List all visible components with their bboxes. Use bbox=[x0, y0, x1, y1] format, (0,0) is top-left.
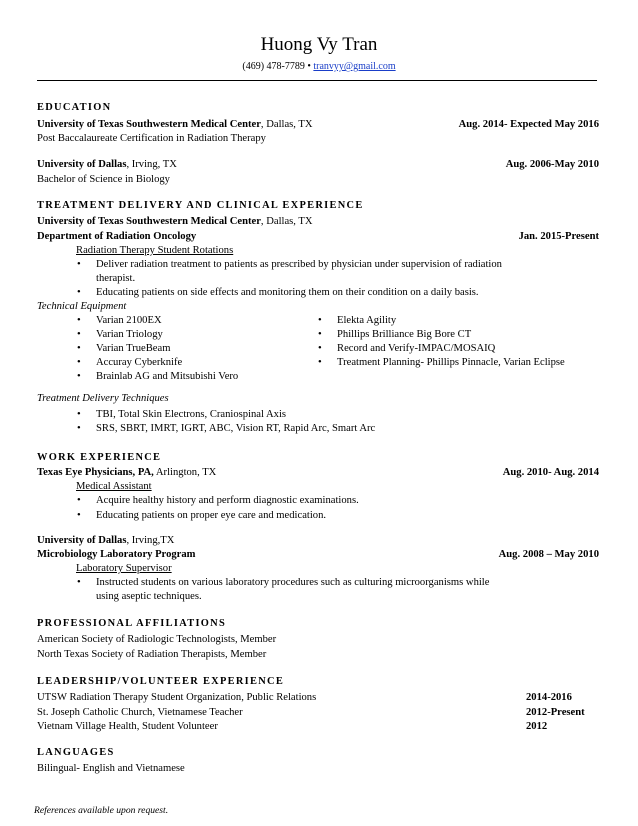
references-note: References available upon request. bbox=[34, 805, 169, 816]
treatment-role: Radiation Therapy Student Rotations bbox=[76, 245, 234, 256]
list-item: • Educating patients on side effects and monitoring them on their condition on a daily basis. bbox=[77, 287, 479, 298]
affiliation-item: North Texas Society of Radiation Therapists, Member bbox=[37, 649, 267, 660]
treatment-department-line bbox=[37, 229, 603, 244]
treatment-dates: Jan. 2015-Present bbox=[518, 231, 599, 242]
bullet-icon: • bbox=[77, 495, 81, 506]
department-name: Department of Radiation Oncology bbox=[37, 231, 197, 242]
school-name: University of Texas Southwestern Medical Center bbox=[37, 119, 261, 130]
list-item: • Deliver radiation treatment to patients as prescribed by physician under supervision of radiation bbox=[77, 259, 502, 270]
bullet-icon: • bbox=[77, 357, 81, 368]
bullet-icon: • bbox=[77, 259, 81, 270]
list-item: • Record and Verify-IMPAC/MOSAIQ bbox=[318, 343, 496, 354]
leadership-years: 2012 bbox=[526, 721, 548, 732]
program-name: Microbiology Laboratory Program bbox=[37, 549, 196, 560]
employer-name: University of Dallas bbox=[37, 535, 127, 546]
equipment-label: Technical Equipment bbox=[37, 301, 127, 312]
list-item: • Varian 2100EX bbox=[77, 315, 162, 326]
list-item: therapist. bbox=[96, 273, 136, 284]
work-role: Laboratory Supervisor bbox=[76, 563, 172, 574]
list-item: • Brainlab AG and Mitsubishi Vero bbox=[77, 371, 239, 382]
education-detail: Post Baccalaureate Certification in Radiation Therapy bbox=[37, 133, 266, 144]
bullet-icon: • bbox=[318, 315, 322, 326]
school-location: , Irving, TX bbox=[126, 159, 177, 170]
school-name: University of Dallas bbox=[37, 159, 127, 170]
languages-heading: LANGUAGES bbox=[37, 747, 115, 758]
leadership-item: UTSW Radiation Therapy Student Organization, Public Relations 2014-2016 bbox=[37, 692, 572, 703]
techniques-label: Treatment Delivery Techniques bbox=[37, 393, 169, 404]
list-item: • SRS, SBRT, IMRT, IGRT, ABC, Vision RT, Rapid Arc, Smart Arc bbox=[77, 423, 376, 434]
employer-name: Texas Eye Physicians, PA, bbox=[37, 467, 154, 478]
list-item: • Accuray Cyberknife bbox=[77, 357, 183, 368]
email-link[interactable]: tranvyy@gmail.com bbox=[313, 61, 396, 72]
bullet-icon: • bbox=[77, 577, 81, 588]
list-item: • Acquire healthy history and perform diagnostic examinations. bbox=[77, 495, 359, 506]
bullet-icon: • bbox=[77, 371, 81, 382]
bullet-icon: • bbox=[318, 329, 322, 340]
bullet-icon: • bbox=[318, 343, 322, 354]
leadership-item: Vietnam Village Health, Student Volunteer 2012 bbox=[37, 721, 548, 732]
list-item: • Educating patients on proper eye care and medication. bbox=[77, 510, 327, 521]
education-heading: EDUCATION bbox=[37, 102, 112, 113]
work-entry-2 bbox=[37, 533, 603, 548]
list-item: • TBI, Total Skin Electrons, Craniospinal Axis bbox=[77, 409, 287, 420]
list-item: • Treatment Planning- Phillips Pinnacle, Varian Eclipse bbox=[318, 357, 565, 368]
work-program-line bbox=[37, 547, 603, 562]
bullet-icon: • bbox=[77, 343, 81, 354]
list-item: • Instructed students on various laboratory procedures such as culturing microorganisms while bbox=[77, 577, 490, 588]
education-detail: Bachelor of Science in Biology bbox=[37, 174, 170, 185]
school-location: , Dallas, TX bbox=[260, 216, 313, 227]
work-entry-1 bbox=[37, 465, 603, 480]
employer-location: Arlington, TX bbox=[153, 467, 217, 478]
list-item: using aseptic techniques. bbox=[96, 591, 202, 602]
education-dates: Aug. 2014- Expected May 2016 bbox=[458, 119, 599, 130]
list-item: • Phillips Brilliance Big Bore CT bbox=[318, 329, 472, 340]
candidate-name: Huong Vy Tran bbox=[260, 34, 378, 55]
employer-location: , Irving,TX bbox=[126, 535, 175, 546]
list-item: • Elekta Agility bbox=[318, 315, 397, 326]
bullet-icon: • bbox=[77, 409, 81, 420]
treatment-heading: TREATMENT DELIVERY AND CLINICAL EXPERIENCE bbox=[37, 200, 364, 211]
list-item: • Varian TrueBeam bbox=[77, 343, 171, 354]
treatment-school-line bbox=[37, 214, 603, 229]
school-name: University of Texas Southwestern Medical Center bbox=[37, 216, 261, 227]
affiliation-item: American Society of Radiologic Technologists, Member bbox=[37, 634, 277, 645]
leadership-years: 2012-Present bbox=[526, 707, 585, 718]
contact-separator: • bbox=[307, 61, 311, 72]
work-dates: Aug. 2008 – May 2010 bbox=[498, 549, 599, 560]
work-heading: WORK EXPERIENCE bbox=[37, 452, 162, 463]
school-location: , Dallas, TX bbox=[260, 119, 313, 130]
bullet-icon: • bbox=[77, 287, 81, 298]
languages-text: Bilingual- English and Vietnamese bbox=[37, 763, 185, 774]
leadership-item: St. Joseph Catholic Church, Vietnamese Teacher 2012-Present bbox=[37, 707, 585, 718]
header-divider bbox=[37, 80, 597, 81]
work-role: Medical Assistant bbox=[76, 481, 152, 492]
list-item: • Varian Triology bbox=[77, 329, 163, 340]
bullet-icon: • bbox=[318, 357, 322, 368]
bullet-icon: • bbox=[77, 510, 81, 521]
work-dates: Aug. 2010- Aug. 2014 bbox=[502, 467, 599, 478]
education-entry-2 bbox=[37, 157, 603, 172]
bullet-icon: • bbox=[77, 329, 81, 340]
phone-number: (469) 478-7789 bbox=[242, 61, 305, 72]
affiliations-heading: PROFESSIONAL AFFILIATIONS bbox=[37, 618, 227, 629]
bullet-icon: • bbox=[77, 423, 81, 434]
contact-line bbox=[0, 60, 638, 73]
education-dates: Aug. 2006-May 2010 bbox=[505, 159, 599, 170]
leadership-heading: LEADERSHIP/VOLUNTEER EXPERIENCE bbox=[37, 676, 285, 687]
leadership-years: 2014-2016 bbox=[526, 692, 572, 703]
education-entry-1 bbox=[37, 117, 603, 132]
bullet-icon: • bbox=[77, 315, 81, 326]
